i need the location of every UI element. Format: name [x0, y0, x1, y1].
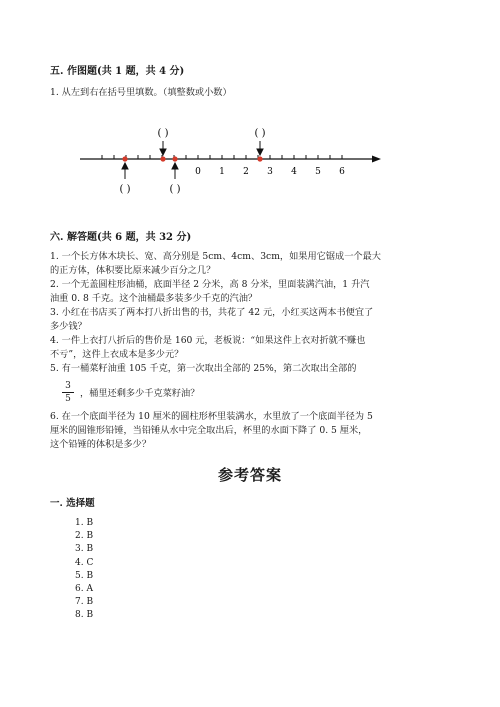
section5-heading: 五. 作图题(共 1 题，共 4 分) — [50, 66, 185, 77]
question-line: 不亏”，这件上衣成本是多少元？ — [50, 349, 184, 360]
number-line-arrow-head — [372, 156, 381, 163]
arrow-up-1-head — [122, 163, 128, 169]
section6-heading: 六. 解答题(共 6 题，共 32 分) — [50, 232, 192, 243]
number-label-5: 5 — [315, 167, 321, 177]
answer-item: 8. B — [75, 610, 94, 621]
number-label-4: 4 — [291, 167, 297, 177]
number-label-3: 3 — [267, 167, 273, 177]
red-point-4 — [257, 156, 262, 161]
number-label-0: 0 — [195, 167, 201, 177]
question-line: 6. 在一个底面半径为 10 厘米的圆柱形杯里装满水，水里放了一个底面半径为 5 — [50, 411, 373, 422]
answer-item: 2. B — [75, 531, 94, 542]
answers-section-heading: 一. 选择题 — [50, 498, 95, 509]
answer-item: 3. B — [75, 544, 94, 555]
answer-item: 7. B — [75, 597, 94, 608]
answers-title: 参考答案 — [217, 466, 282, 484]
section5-question-1: 1. 从左到右在括号里填数。（填整数或小数） — [50, 87, 232, 98]
answer-bracket-bottom-1: ( ) — [119, 184, 131, 195]
red-point-3 — [172, 156, 177, 161]
answer-item: 6. A — [75, 584, 93, 595]
answers-list — [75, 517, 93, 623]
arrow-down-1-head — [160, 149, 166, 155]
red-point-2 — [160, 156, 165, 161]
fraction — [62, 381, 74, 404]
number-line-ticks — [102, 155, 342, 159]
fraction-bar — [62, 392, 74, 393]
number-label-1: 1 — [219, 167, 225, 177]
question-line: 2. 一个无盖圆柱形油桶，底面半径 2 分米，高 8 分米，里面装满汽油，1 升汽 — [50, 279, 370, 290]
number-line-figure — [78, 122, 388, 202]
question-6 — [50, 410, 373, 452]
question-line: 多少钱？ — [50, 321, 87, 332]
question-line: 的正方体，体积要比原来减少百分之几？ — [50, 265, 216, 276]
question-line: 厘米的圆锥形铅锤，当铅锤从水中完全取出后，杯里的水面下降了 0. 5 厘米， — [50, 425, 368, 436]
answer-item: 1. B — [75, 518, 94, 528]
answer-bracket-bottom-2: ( ) — [169, 184, 181, 195]
question-5-tail: ，桶里还剩多少千克菜籽油？ — [80, 388, 200, 399]
red-point-1 — [122, 156, 127, 161]
question-line: 4. 一件上衣打八折后的售价是 160 元，老板说：“如果这件上衣对折就不赚也 — [50, 335, 366, 346]
arrow-up-2-head — [172, 163, 178, 169]
fraction-numerator: 3 — [65, 381, 71, 391]
answer-item: 4. C — [75, 557, 94, 568]
section6-questions — [50, 250, 381, 376]
question-line: 5. 有一桶菜籽油重 105 千克，第一次取出全部的 25%，第二次取出全部的 — [50, 363, 357, 374]
question-line: 1. 一个长方体木块长、宽、高分别是 5cm、4cm、3cm，如果用它锯成一个最大 — [50, 251, 381, 262]
fraction-denominator: 5 — [65, 394, 71, 404]
answer-item: 5. B — [75, 570, 94, 581]
question-line: 3. 小红在书店买了两本打八折出售的书，共花了 42 元，小红买这两本书便宜了 — [50, 307, 374, 318]
answer-bracket-top-1: ( ) — [157, 128, 169, 139]
answer-bracket-top-2: ( ) — [254, 128, 266, 139]
number-label-6: 6 — [339, 167, 345, 177]
number-label-2: 2 — [243, 167, 249, 177]
question-line: 油重 0. 8 千克。这个油桶最多装多少千克的汽油？ — [50, 293, 258, 304]
arrow-down-2-head — [257, 149, 263, 155]
question-line: 这个铅锤的体积是多少？ — [50, 439, 152, 450]
